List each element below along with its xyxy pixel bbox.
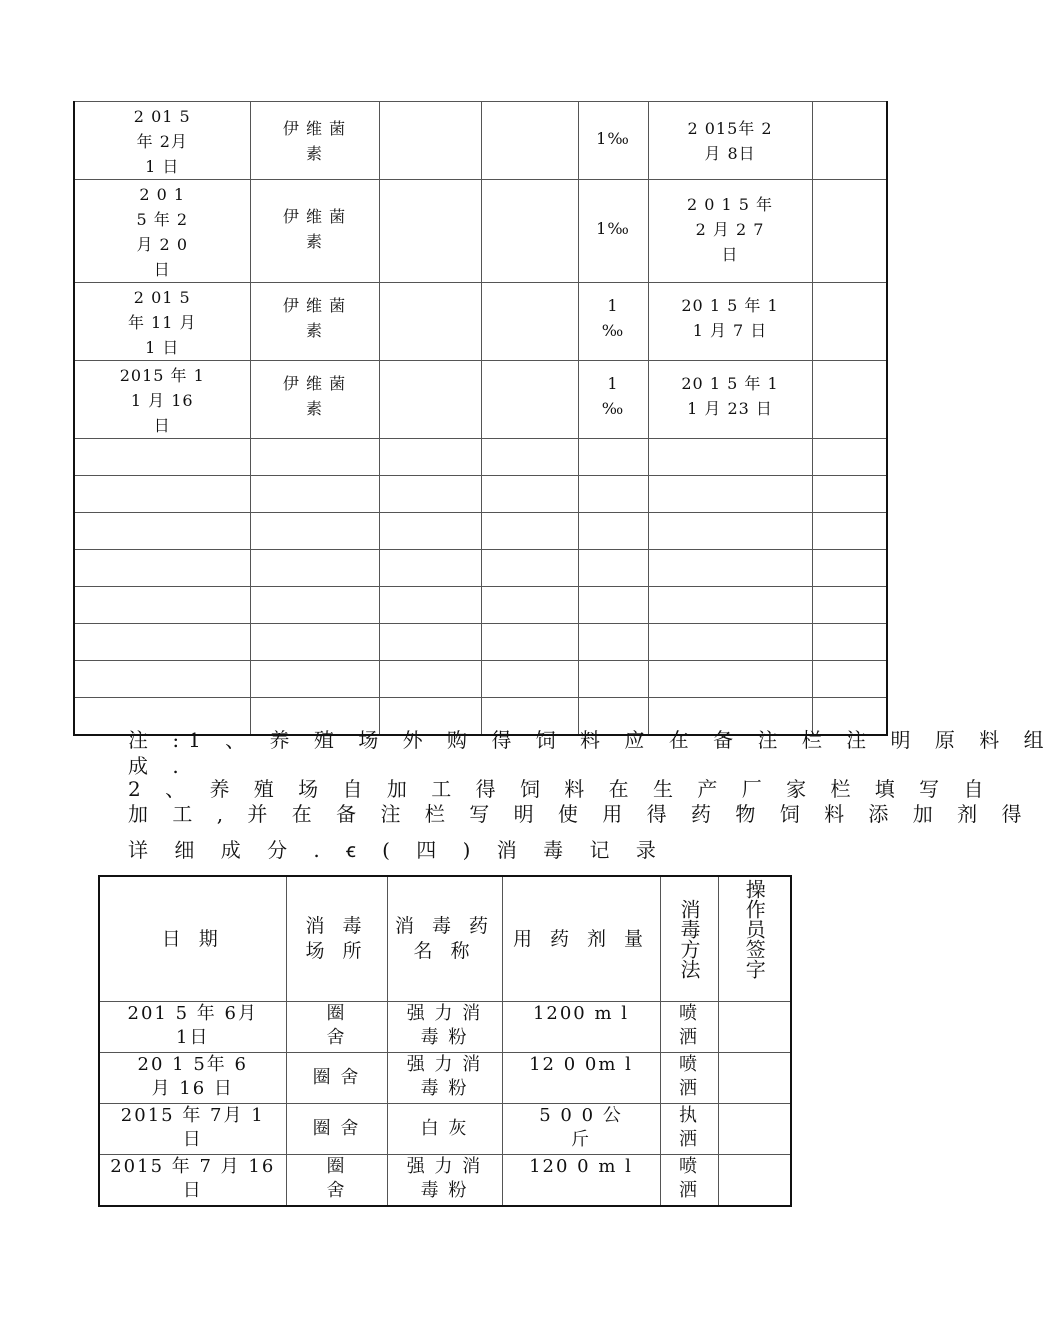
- empty-row: [74, 476, 887, 513]
- empty-cell: [481, 283, 578, 361]
- note-cell: [812, 361, 887, 439]
- empty-cell: [481, 102, 578, 180]
- dose-cell: 1 ‰: [601, 374, 625, 418]
- table-row: [74, 180, 887, 283]
- drug-cell: 强 力 消 毒 粉: [406, 1156, 483, 1201]
- empty-row: [74, 550, 887, 587]
- end-date-cell: 20 1 5 年 1 1 月 7 日: [681, 296, 779, 340]
- header-row: [99, 876, 791, 1002]
- date-cell: 2015 年 7月 1 日: [120, 1105, 265, 1150]
- feed-name-cell: 伊 维 菌 素: [282, 207, 347, 251]
- signer-cell: [718, 1155, 791, 1207]
- date-cell: 2015 年 1 1 月 16 日: [119, 366, 205, 435]
- method-cell: 执 洒: [679, 1105, 699, 1150]
- end-date-cell: 2 015年 2 月 8日: [687, 119, 773, 163]
- drug-cell: 白 灰: [420, 1118, 469, 1139]
- empty-cell: [481, 361, 578, 439]
- note-cell: [812, 180, 887, 283]
- empty-row: [74, 439, 887, 476]
- date-cell: 20 1 5年 6 月 16 日: [137, 1054, 248, 1099]
- feed-record-table: [73, 101, 888, 736]
- method-cell: 喷 洒: [679, 1156, 699, 1201]
- end-date-cell: 20 1 5 年 1 1 月 23 日: [681, 374, 779, 418]
- dose-cell: 1200 m l: [532, 1003, 630, 1024]
- dose-cell: 1‰: [596, 219, 630, 238]
- dose-cell: 1‰: [596, 129, 630, 148]
- table-row: [74, 361, 887, 439]
- header-method: 消毒方法: [677, 899, 701, 979]
- date-cell: 201 5 年 6月 1日: [127, 1003, 258, 1048]
- table-row: [99, 1104, 791, 1155]
- header-signer: 操作员签字: [742, 879, 767, 979]
- empty-row: [74, 587, 887, 624]
- table-row: [74, 102, 887, 180]
- dose-cell: 1 ‰: [601, 296, 625, 340]
- empty-cell: [379, 283, 481, 361]
- disinfection-record-table: [98, 875, 792, 1207]
- empty-row: [74, 513, 887, 550]
- header-dose: 用 药 剂 量: [512, 927, 650, 950]
- drug-cell: 强 力 消 毒 粉: [406, 1003, 483, 1048]
- empty-cell: [379, 180, 481, 283]
- signer-cell: [718, 1104, 791, 1155]
- dose-cell: 5 0 0 公 斤: [539, 1105, 623, 1150]
- table-row: [99, 1002, 791, 1053]
- signer-cell: [718, 1002, 791, 1053]
- header-place: 消 毒 场 所: [305, 915, 368, 962]
- place-cell: 圈 舍: [326, 1003, 347, 1048]
- note-line-2: 成 .: [128, 754, 188, 778]
- empty-cell: [379, 361, 481, 439]
- feed-name-cell: 伊 维 菌 素: [282, 374, 347, 418]
- note-line-3: 2 、 养 殖 场 自 加 工 得 饲 料 在 生 产 厂 家 栏 填 写 自: [128, 777, 993, 801]
- dose-cell: 12 0 0m l: [529, 1054, 633, 1075]
- end-date-cell: 2 0 1 5 年 2 月 2 7 日: [686, 195, 774, 264]
- note-cell: [812, 283, 887, 361]
- table-row: [74, 283, 887, 361]
- feed-name-cell: 伊 维 菌 素: [282, 119, 347, 163]
- method-cell: 喷 洒: [679, 1003, 699, 1048]
- header-drug: 消 毒 药 名 称: [394, 915, 495, 962]
- empty-cell: [379, 102, 481, 180]
- date-cell: 2015 年 7 月 16 日: [110, 1156, 276, 1201]
- empty-cell: [481, 180, 578, 283]
- place-cell: 圈 舍: [312, 1118, 361, 1139]
- table-row: [99, 1053, 791, 1104]
- place-cell: 圈 舍: [326, 1156, 347, 1201]
- table-row: [99, 1155, 791, 1207]
- note-cell: [812, 102, 887, 180]
- feed-name-cell: 伊 维 菌 素: [282, 296, 347, 340]
- date-cell: 2 01 5 年 2月 1 日: [133, 107, 191, 176]
- signer-cell: [718, 1053, 791, 1104]
- note-line-4: 加 工 , 并 在 备 注 栏 写 明 使 用 得 药 物 饲 料 添 加 剂 得: [128, 802, 1031, 826]
- place-cell: 圈 舍: [312, 1067, 361, 1088]
- drug-cell: 强 力 消 毒 粉: [406, 1054, 483, 1099]
- method-cell: 喷 洒: [679, 1054, 699, 1099]
- empty-row: [74, 661, 887, 698]
- note-line-1: 注 :1 、 养 殖 场 外 购 得 饲 料 应 在 备 注 栏 注 明 原 料 组: [128, 728, 1053, 752]
- date-cell: 2 0 1 5 年 2 月 2 0 日: [136, 185, 189, 279]
- dose-cell: 120 0 m l: [529, 1156, 633, 1177]
- header-date: 日 期: [161, 927, 224, 950]
- date-cell: 2 01 5 年 11 月 1 日: [127, 288, 197, 357]
- section-heading: 详 细 成 分 . ꞓ ( 四 ) 消 毒 记 录: [128, 838, 666, 862]
- empty-row: [74, 624, 887, 661]
